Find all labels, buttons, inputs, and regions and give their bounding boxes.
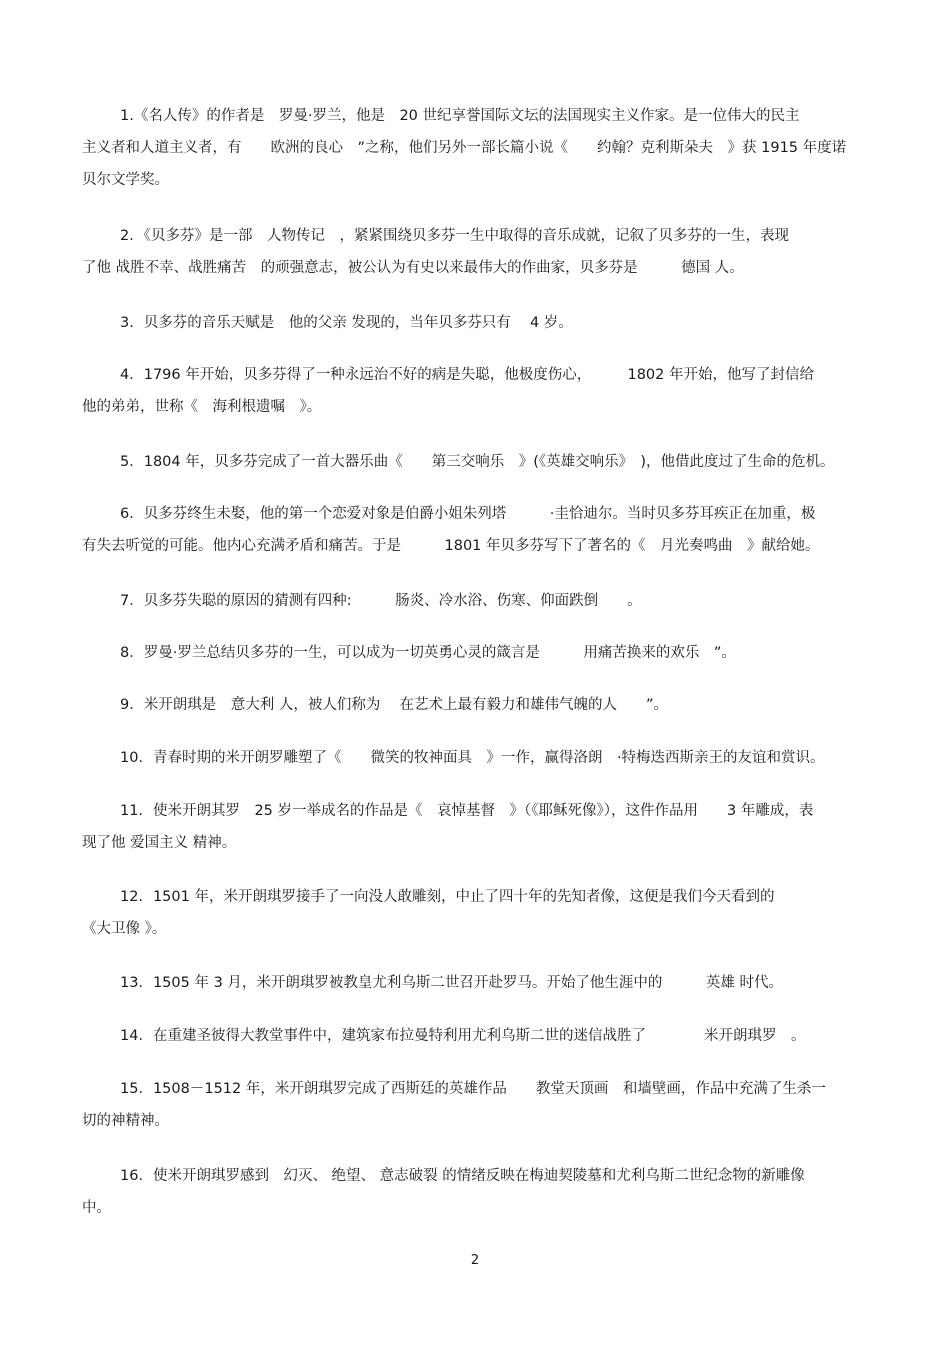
list-item (82, 220, 872, 284)
list-item (82, 689, 872, 721)
list-item (82, 795, 872, 859)
text-line: 5．1804 年，贝多芬完成了一首大器乐曲《 第三交响乐 》(《英雄交响乐》 )，他借此度过了生命的危机。 (120, 454, 835, 470)
list-item (82, 1073, 872, 1137)
list-item (82, 100, 872, 196)
text-line: 13．1505 年 3 月，米开朗琪罗被教皇尤利乌斯二世召开赴罗马。开始了他生涯中的 英雄 时代。 (120, 975, 784, 991)
text-line: 15．1508－1512 年，米开朗琪罗完成了西斯廷的英雄作品 教堂天顶画 和墙壁画，作品中充满了生杀一 (120, 1081, 826, 1097)
text-line: 16．使米开朗琪罗感到 幻灭、 绝望、 意志破裂 的情绪反映在梅迪契陵墓和尤利乌斯二世纪念物的新雕像 (120, 1168, 805, 1184)
text-line: 9．米开朗琪是 意大利 人，被人们称为 在艺术上最有毅力和雄伟气魄的人 ”。 (120, 697, 668, 713)
text-line: 主义者和人道主义者，有 欧洲的良心 ”之称，他们另外一部长篇小说《 约翰？克利斯朵夫 》获 1915 年度诺 (82, 140, 847, 156)
text-line: 切的神精神。 (82, 1113, 169, 1129)
text-line: 8．罗曼·罗兰总结贝多芬的一生，可以成为一切英勇心灵的箴言是 用痛苦换来的欢乐 ”。 (120, 645, 736, 661)
list-item (82, 1020, 872, 1052)
list-item (82, 637, 872, 669)
text-line: 7．贝多芬失聪的原因的猜测有四种: 肠炎、冷水浴、伤寒、仰面跌倒 。 (120, 593, 642, 609)
page-number: 2 (470, 1253, 480, 1268)
text-line: 有失去听觉的可能。他内心充满矛盾和痛苦。于是 1801 年贝多芬写下了著名的《 月光奏鸣曲 》献给她。 (82, 538, 820, 554)
list-item (82, 446, 872, 478)
list-item (82, 1160, 872, 1224)
text-line: 了他 战胜不幸、战胜痛苦 的顽强意志，被公认为有史以来最伟大的作曲家，贝多芬是 德国 人。 (82, 260, 744, 276)
list-item (82, 881, 872, 945)
text-line: 6．贝多芬终生未娶，他的第一个恋爱对象是伯爵小姐朱列塔 ·圭恰迪尔。当时贝多芬耳疾正在加重，极 (120, 506, 816, 522)
text-line: 10．青春时期的米开朗罗雕塑了《 微笑的牧神面具 》一作，赢得洛朗 ·特梅迭西斯亲王的友谊和赏识。 (120, 750, 825, 766)
list-item (82, 359, 872, 423)
text-line: 贝尔文学奖。 (82, 172, 169, 188)
text-line: 《大卫像 》。 (82, 921, 167, 937)
list-item (82, 585, 872, 617)
text-line: 14．在重建圣彼得大教堂事件中，建筑家布拉曼特利用尤利乌斯二世的迷信战胜了 米开朗琪罗 。 (120, 1028, 806, 1044)
text-line: 4．1796 年开始，贝多芬得了一种永远治不好的病是失聪，他极度伤心， 1802 年开始，他写了封信给 (120, 367, 814, 383)
text-line: 2．《贝多芬》是一部 人物传记 ，紧紧围绕贝多芬一生中取得的音乐成就，记叙了贝多芬的一生，表现 (120, 228, 789, 244)
list-item (82, 498, 872, 562)
text-line: 12．1501 年，米开朗琪罗接手了一向没人敢雕刻，中止了四十年的先知者像，这便是我们今天看到的 (120, 889, 775, 905)
list-item (82, 967, 872, 999)
list-item (82, 307, 872, 339)
text-line: 他的弟弟，世称《 海利根遗嘱 》。 (82, 399, 322, 415)
text-line: 现了他 爱国主义 精神。 (82, 835, 237, 851)
text-line: 中。 (82, 1200, 111, 1216)
text-line: 3．贝多芬的音乐天赋是 他的父亲 发现的，当年贝多芬只有 4 岁。 (120, 315, 573, 331)
text-line: 1.《名人传》的作者是 罗曼·罗兰，他是 20 世纪享誉国际文坛的法国现实主义作家。是一位伟大的民主 (120, 108, 800, 124)
text-line: 11．使米开朗其罗 25 岁一举成名的作品是《 哀悼基督 》（《耶稣死像》），这件作品用 3 年雕成，表 (120, 803, 814, 819)
list-item (82, 742, 872, 774)
